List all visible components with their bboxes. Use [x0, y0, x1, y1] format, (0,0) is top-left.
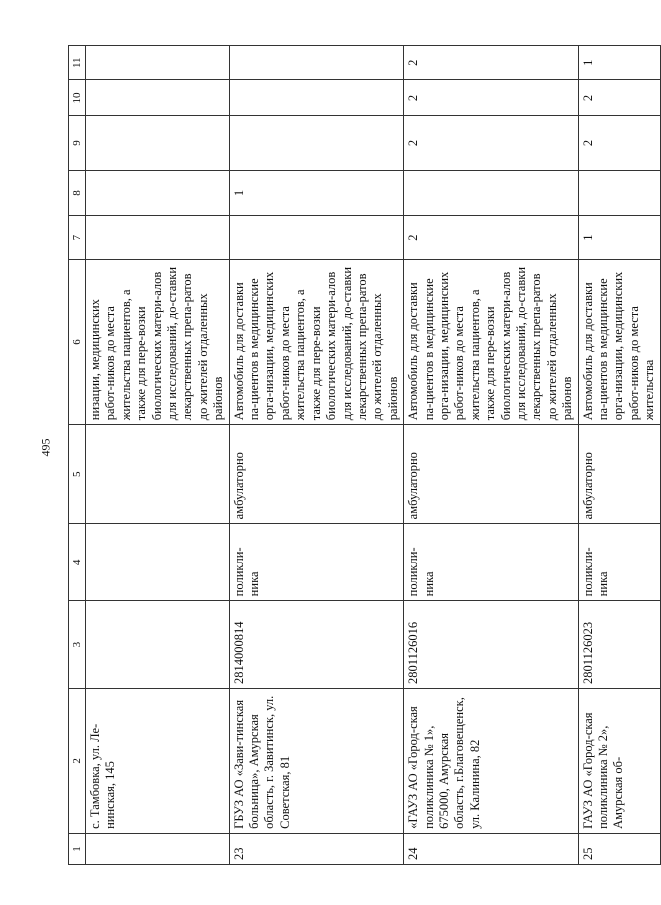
facility-type-cell: [86, 524, 230, 601]
count-cell-8: 1: [229, 170, 403, 216]
count-cell-7: [86, 216, 230, 259]
count-cell-10: 2: [404, 80, 578, 116]
care-mode-cell: [86, 425, 230, 524]
column-number: 1: [69, 833, 86, 864]
table-row: [86, 46, 230, 865]
inn-cell: 2801126023: [578, 601, 660, 689]
row-number: 24: [404, 833, 578, 864]
row-number: 25: [578, 833, 660, 864]
column-number: 10: [69, 80, 86, 116]
count-cell-11: 1: [578, 46, 660, 80]
count-cell-11: [86, 46, 230, 80]
purpose-cell: Автомобиль для доставки па-циентов в медицинские орга-низации, медицинских работ-ников до места жительства: [578, 259, 660, 424]
count-cell-10: [229, 80, 403, 116]
column-number: 9: [69, 116, 86, 170]
column-number: 3: [69, 601, 86, 689]
count-cell-9: [86, 116, 230, 170]
count-cell-10: [86, 80, 230, 116]
data-table: [68, 45, 661, 865]
count-cell-11: [229, 46, 403, 80]
table-row: [229, 46, 403, 865]
count-cell-10: 2: [578, 80, 660, 116]
column-number: 11: [69, 46, 86, 80]
care-mode-cell: амбулаторно: [404, 425, 578, 524]
column-number: 6: [69, 259, 86, 424]
count-cell-8: [404, 170, 578, 216]
table-row: [578, 46, 660, 865]
row-number: 23: [229, 833, 403, 864]
organization-cell: ГБУЗ АО «Зави-тинская больница», Амурская область, г. Завитинск, ул. Советская, 81: [229, 688, 403, 833]
facility-type-cell: поликли-ника: [404, 524, 578, 601]
row-number: [86, 833, 230, 864]
count-cell-7: 2: [404, 216, 578, 259]
count-cell-8: [86, 170, 230, 216]
care-mode-cell: амбулаторно: [229, 425, 403, 524]
purpose-cell: низации, медицинских работ-ников до места жительства пациентов, а также для пере-возки биологических матери-алов для исследований, до-ставки лекарственных препа-ратов до жителей отдаленных районов: [86, 259, 230, 424]
inn-cell: [86, 601, 230, 689]
facility-type-cell: поликли-ника: [229, 524, 403, 601]
column-number: 8: [69, 170, 86, 216]
inn-cell: 2801126016: [404, 601, 578, 689]
table-row: [404, 46, 578, 865]
count-cell-9: [229, 116, 403, 170]
purpose-cell: Автомобиль для доставки па-циентов в медицинские орга-низации, медицинских работ-ников до места жительства пациентов, а также для пере-возки биологических матери-алов для исследований, до-ставки лекарственных препа-ратов до жителей отдаленных районов: [229, 259, 403, 424]
organization-cell: ГАУЗ АО «Город-ская поликлиника № 2», Амурская об-: [578, 688, 660, 833]
count-cell-9: 2: [404, 116, 578, 170]
organization-cell: «ГАУЗ АО «Город-ская поликлиника № 1», 675000, Амурская область, г.Благовещенск, ул. Калинина, 82: [404, 688, 578, 833]
rotated-table-wrapper: [68, 45, 657, 865]
column-number-row: [69, 46, 86, 865]
column-number: 5: [69, 425, 86, 524]
inn-cell: 2814000814: [229, 601, 403, 689]
column-number: 2: [69, 688, 86, 833]
page-number: 495: [38, 438, 53, 457]
count-cell-11: 2: [404, 46, 578, 80]
column-number: 4: [69, 524, 86, 601]
care-mode-cell: амбулаторно: [578, 425, 660, 524]
count-cell-7: 1: [578, 216, 660, 259]
organization-cell: с. Тамбовка, ул. Ле-нинская, 145: [86, 688, 230, 833]
purpose-cell: Автомобиль для доставки па-циентов в медицинские орга-низации, медицинских работ-ников до места жительства пациентов, а также для пере-возки биологических матери-алов для исследований, до-ставки лекарственных препа-ратов до жителей отдаленных районов: [404, 259, 578, 424]
facility-type-cell: поликли-ника: [578, 524, 660, 601]
count-cell-8: [578, 170, 660, 216]
count-cell-9: 2: [578, 116, 660, 170]
column-number: 7: [69, 216, 86, 259]
count-cell-7: [229, 216, 403, 259]
